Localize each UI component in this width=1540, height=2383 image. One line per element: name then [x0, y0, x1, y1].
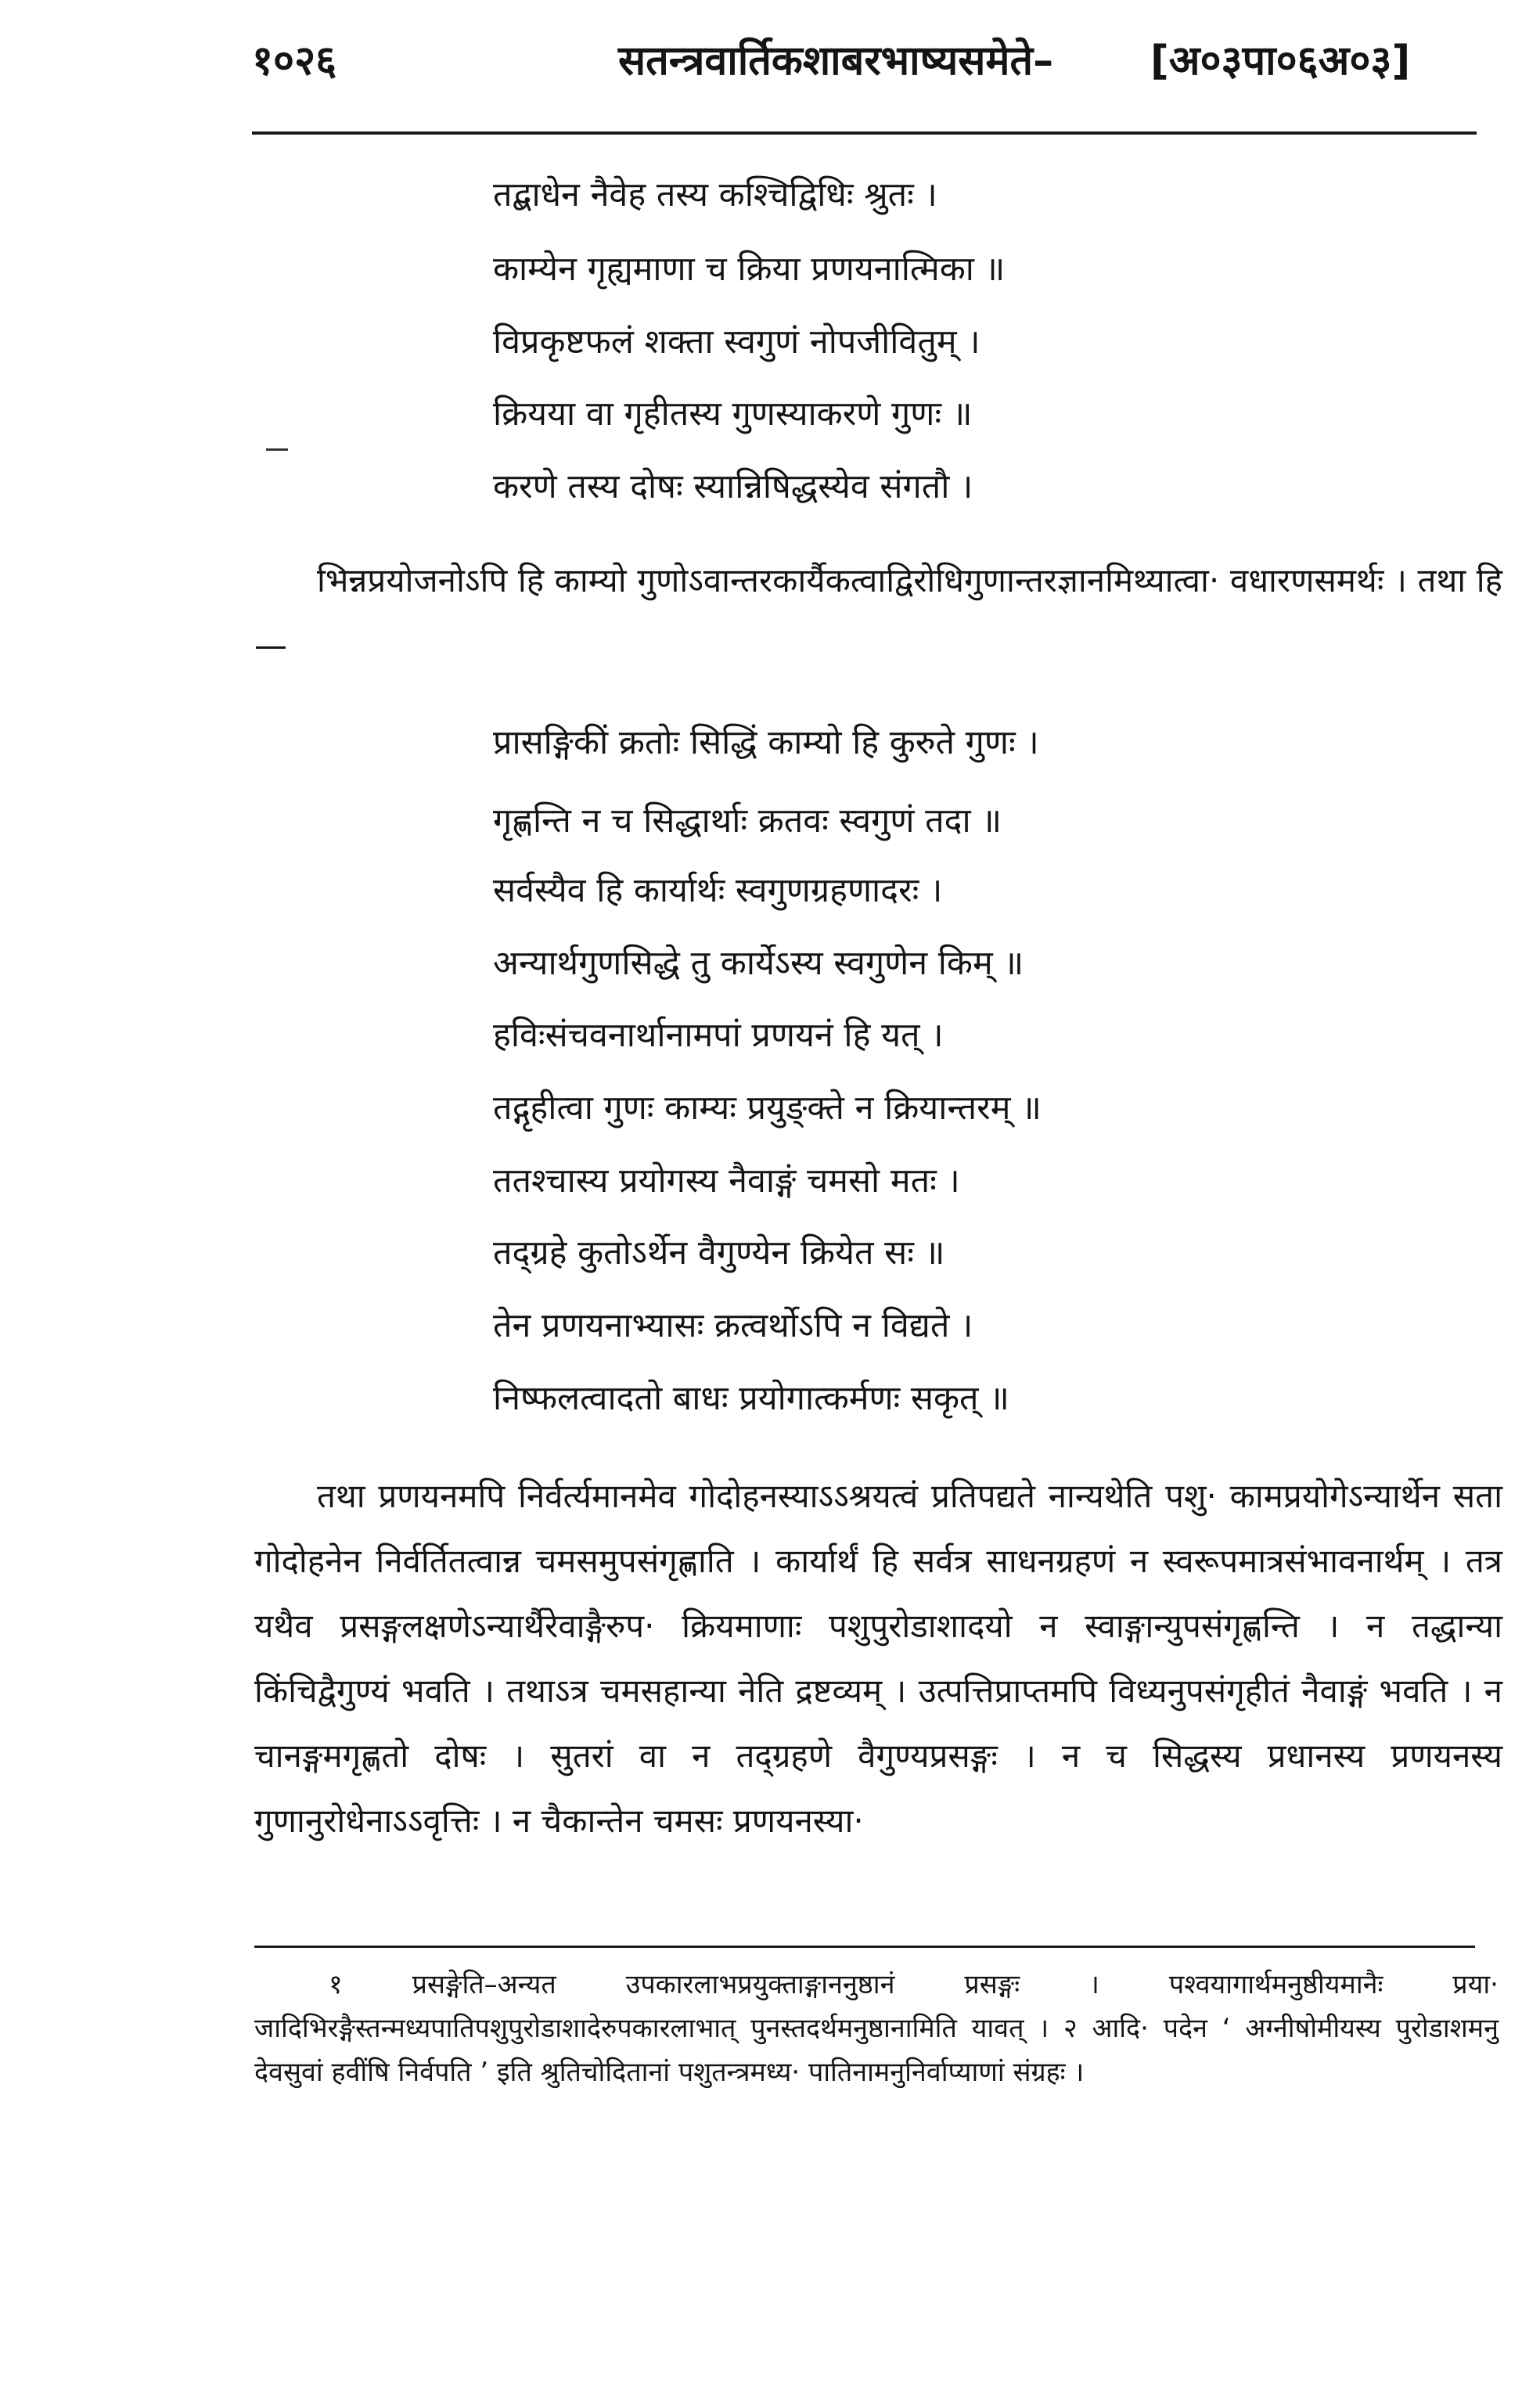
- section-reference: [अ०३पा०६अ०३]: [1150, 38, 1411, 85]
- verse-line: अन्यार्थगुणसिद्धे तु कार्येऽस्य स्वगुणेन किम् ॥: [493, 944, 1024, 983]
- verse-line: तेन प्रणयनाभ्यासः क्रत्वर्थोऽपि न विद्यते ।: [493, 1306, 973, 1345]
- verse-line: क्रियया वा गृहीतस्य गुणस्याकरणे गुणः ॥: [493, 394, 973, 434]
- verse-line: करणे तस्य दोषः स्यान्निषिद्धस्येव संगतौ ।: [493, 467, 973, 506]
- paragraph-text: तथा प्रणयनमपि निर्वर्त्यमानमेव गोदोहनस्याऽऽश्रयत्वं प्रतिपद्यते नान्यथेति पशु· कामप्रयोगेऽन्यार्थेन सता गोदोहनेन निर्वर्तितत्वान्न चमसमुपसंगृह्णाति । कार्यार्थं हि सर्वत्र साधनग्रहणं न स्वरूपमात्रसंभावनार्थम् । तत्र यथैव प्रसङ्गलक्षणेऽन्यार्थैरेवाङ्गैरुप· क्रियमाणाः पशुपुरोडाशादयो न स्वाङ्गान्युपसंगृह्णन्ति । न तद्धान्या किंचिद्वैगुण्यं भवति । तथाऽत्र चमसहान्या नेति द्रष्टव्यम् । उत्पत्तिप्राप्तमपि विध्यनुपसंगृहीतं नैवाङ्गं भवति । न चानङ्गमगृह्णतो दोषः । सुतरां वा न तद्ग्रहणे वैगुण्यप्रसङ्गः । न च सिद्धस्य प्रधानस्य प्रणयनस्य गुणानुरोधेनाऽऽवृत्तिः । न चैकान्तेन चमसः प्रणयनस्या·: [254, 1477, 1502, 1840]
- footnote-text: १ प्रसङ्गेति–अन्यत उपकारलाभप्रयुक्ताङ्गाननुष्ठानं प्रसङ्गः । पश्वयागार्थमनुष्ठीयमानैः प्रया· जादिभिरङ्गैस्तन्मध्यपातिपशुपुरोडाशादेरुपकारलाभात् पुनस्तदर्थमनुष्ठानामिति यावत् । २ आदि· पदेन ‘ अग्नीषोमीयस्य पुरोडाशमनु देवसुवां हवींषि निर्वपति ’ इति श्रुतिचोदितानां पशुतन्त्रमध्य· पातिनामनुनिर्वाप्याणां संग्रहः ।: [254, 1969, 1499, 2088]
- verse-line: तद्ग्रहे कुतोऽर्थेन वैगुण्येन क्रियेत सः ॥: [493, 1233, 945, 1272]
- verse-line: काम्येन गृह्यमाणा च क्रिया प्रणयनात्मिका ॥: [493, 250, 1006, 289]
- verse-line: तद्गृहीत्वा गुणः काम्यः प्रयुङ्क्ते न क्रियान्तरम् ॥: [493, 1089, 1042, 1128]
- verse-line: तद्बाधेन नैवेह तस्य कश्चिद्विधिः श्रुतः ।: [493, 175, 937, 214]
- footnotes: [254, 1963, 1499, 2094]
- running-title: सतन्त्रवार्तिकशाबरभाष्यसमेते–: [618, 38, 1054, 85]
- header-rule: [252, 131, 1477, 135]
- verse-line: ततश्चास्य प्रयोगस्य नैवाङ्गं चमसो मतः ।: [493, 1161, 960, 1200]
- margin-mark: [266, 448, 288, 451]
- paragraph-text: भिन्नप्रयोजनोऽपि हि काम्यो गुणोऽवान्तरकार्यैकत्वाद्विरोधिगुणान्तरज्ञानमिथ्यात्वा· वधारणसमर्थः । तथा हि—: [254, 561, 1502, 664]
- verse-line: सर्वस्यैव हि कार्यार्थः स्वगुणग्रहणादरः ।: [493, 871, 943, 910]
- prose-paragraph-1: [254, 548, 1502, 678]
- verse-line: प्रासङ्गिकीं क्रतोः सिद्धिं काम्यो हि कुरुते गुणः ।: [493, 723, 1039, 762]
- verse-line: निष्फलत्वादतो बाधः प्रयोगात्कर्मणः सकृत् ॥: [493, 1379, 1009, 1418]
- page-number: १०२६: [252, 38, 337, 85]
- verse-line: गृह्णन्ति न च सिद्धार्थाः क्रतवः स्वगुणं तदा ॥: [493, 801, 1002, 841]
- footnote-rule: [254, 1946, 1475, 1948]
- verse-line: हविःसंचवनार्थानामपां प्रणयनं हि यत् ।: [493, 1016, 944, 1055]
- prose-paragraph-2: [254, 1463, 1502, 1853]
- running-header: [0, 31, 1540, 102]
- verse-line: विप्रकृष्टफलं शक्ता स्वगुणं नोपजीवितुम् ।: [493, 322, 980, 362]
